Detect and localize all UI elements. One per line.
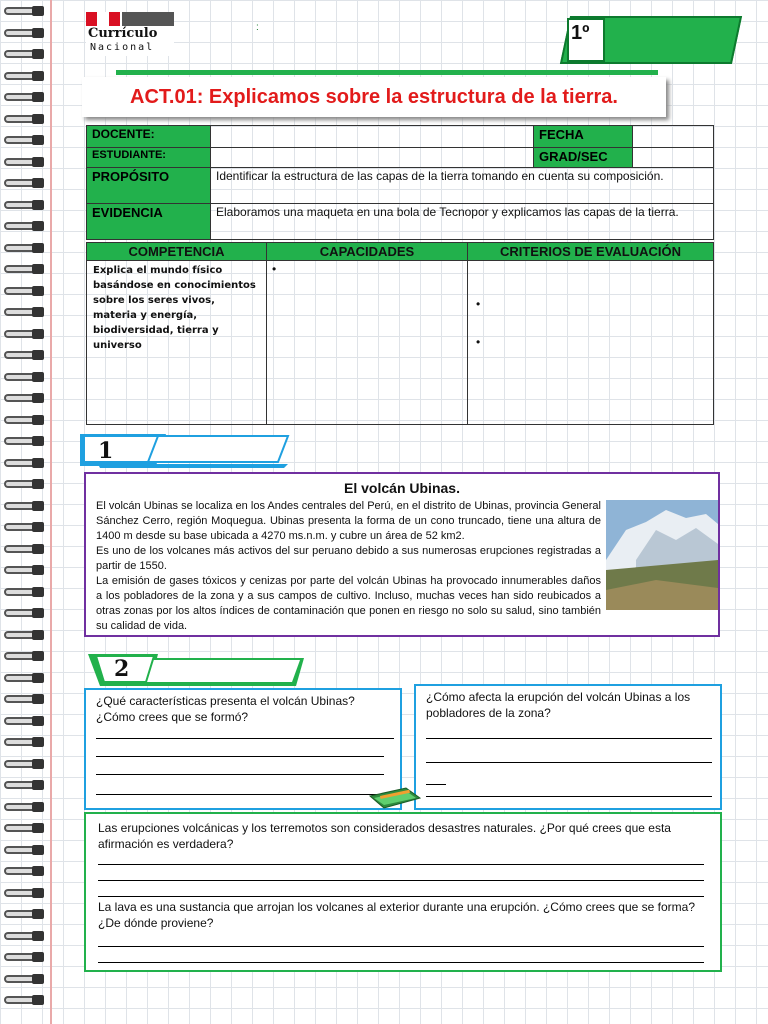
spiral-ring xyxy=(4,821,46,837)
peru-flag-icon xyxy=(86,12,120,26)
capacidades-bullet: • xyxy=(272,262,277,276)
reading-paragraph-1: El volcán Ubinas se localiza en los Andes centrales del Perú, en el distrito de Ubinas, provincia General Sánchez Cerro, región Moquegua. Ubinas presenta la forma de un cono truncado, tiene una altura de 1400 m desde su base ubicada a 4270 ms.n.m. y cubre un área de 52 km2. xyxy=(96,500,601,542)
margin-line xyxy=(50,0,52,1024)
spiral-ring xyxy=(4,993,46,1009)
spiral-ring xyxy=(4,327,46,343)
answer-line[interactable] xyxy=(98,962,704,963)
capacidades-cell[interactable] xyxy=(267,261,468,425)
spiral-ring xyxy=(4,477,46,493)
spiral-ring xyxy=(4,90,46,106)
spiral-ring xyxy=(4,456,46,472)
question-3-text: Las erupciones volcánicas y los terremotos son considerados desastres naturales. ¿Por qué crees que esta afirmación es verdadera? xyxy=(98,821,671,851)
spiral-ring xyxy=(4,391,46,407)
grade-label: 1º xyxy=(571,22,590,44)
spiral-ring xyxy=(4,714,46,730)
logo-title: Currículo xyxy=(88,26,158,41)
criterios-bullet-2: • xyxy=(476,335,481,349)
estudiante-field[interactable] xyxy=(211,148,534,168)
spiral-ring xyxy=(4,47,46,63)
answer-line[interactable] xyxy=(96,774,384,775)
answer-line[interactable] xyxy=(98,864,704,865)
spiral-ring xyxy=(4,26,46,42)
spiral-ring xyxy=(4,692,46,708)
notebook-pencil-icon xyxy=(366,786,424,812)
competencia-text: Explica el mundo físico basándose en conocimientos sobre los seres vivos, materia y energía, biodiversidad, tierra y universo xyxy=(93,265,256,351)
gradsec-field[interactable] xyxy=(633,148,714,168)
spiral-ring xyxy=(4,413,46,429)
spiral-ring xyxy=(4,628,46,644)
spiral-ring xyxy=(4,800,46,816)
spiral-ring xyxy=(4,757,46,773)
spiral-ring xyxy=(4,176,46,192)
spiral-binding xyxy=(0,0,50,1024)
spiral-ring xyxy=(4,585,46,601)
spiral-ring xyxy=(4,284,46,300)
spiral-ring xyxy=(4,219,46,235)
spiral-ring xyxy=(4,606,46,622)
question-1-text: ¿Qué características presenta el volcán Ubinas? ¿Cómo crees que se formó? xyxy=(96,694,355,724)
spiral-ring xyxy=(4,112,46,128)
answer-line[interactable] xyxy=(98,880,704,881)
title-rule xyxy=(116,70,658,75)
answer-line[interactable] xyxy=(426,784,446,785)
spiral-ring xyxy=(4,434,46,450)
criterios-cell[interactable] xyxy=(468,261,714,425)
activity-title: ACT.01: Explicamos sobre la estructura de la tierra. xyxy=(82,77,666,117)
question-4-text: La lava es una sustancia que arrojan los volcanes al exterior durante una erupción. ¿Cómo crees que se forma? ¿De dónde proviene? xyxy=(98,900,696,930)
answer-line[interactable] xyxy=(98,946,704,947)
spiral-ring xyxy=(4,542,46,558)
question-2-box xyxy=(414,684,722,810)
spiral-ring xyxy=(4,520,46,536)
fecha-label: FECHA xyxy=(534,126,633,148)
answer-line[interactable] xyxy=(98,896,704,897)
competencias-table xyxy=(86,242,714,425)
estudiante-label: ESTUDIANTE: xyxy=(87,148,211,168)
section-1-number: 1 xyxy=(98,438,114,464)
spiral-ring xyxy=(4,69,46,85)
spiral-ring xyxy=(4,907,46,923)
reading-title: El volcán Ubinas. xyxy=(344,480,460,496)
logo-subtitle: Nacional xyxy=(90,42,155,53)
competencia-header: COMPETENCIA xyxy=(87,243,267,261)
reading-box xyxy=(84,472,720,637)
criterios-bullet-1: • xyxy=(476,297,481,311)
question-2-text: ¿Cómo afecta la erupción del volcán Ubinas a los pobladores de la zona? xyxy=(426,690,691,720)
spiral-ring xyxy=(4,864,46,880)
spiral-ring xyxy=(4,950,46,966)
spiral-ring xyxy=(4,499,46,515)
spiral-ring xyxy=(4,4,46,20)
evidencia-text: Elaboramos una maqueta en una bola de Tecnopor y explicamos las capas de la tierra. xyxy=(211,204,714,240)
proposito-label: PROPÓSITO xyxy=(87,168,211,204)
spiral-ring xyxy=(4,262,46,278)
fecha-field[interactable] xyxy=(633,126,714,148)
dot-mark: : xyxy=(256,22,259,33)
answer-line[interactable] xyxy=(426,762,712,763)
answer-line[interactable] xyxy=(96,794,384,795)
capacidades-header: CAPACIDADES xyxy=(267,243,468,261)
spiral-ring xyxy=(4,155,46,171)
docente-field[interactable] xyxy=(211,126,534,148)
criterios-header: CRITERIOS DE EVALUACIÓN xyxy=(468,243,714,261)
answer-line[interactable] xyxy=(426,796,712,797)
reading-body xyxy=(96,499,601,634)
spiral-ring xyxy=(4,133,46,149)
curriculo-nacional-logo xyxy=(86,12,174,56)
evidencia-label: EVIDENCIA xyxy=(87,204,211,240)
spiral-ring xyxy=(4,972,46,988)
reading-paragraph-2: Es uno de los volcanes más activos del sur peruano debido a sus numerosas erupciones registradas a partir de 1550. xyxy=(96,545,601,572)
info-table xyxy=(86,125,714,240)
spiral-ring xyxy=(4,348,46,364)
questions-3-4-box xyxy=(84,812,722,972)
section-2-number: 2 xyxy=(114,656,130,682)
spiral-ring xyxy=(4,241,46,257)
spiral-ring xyxy=(4,671,46,687)
spiral-ring xyxy=(4,735,46,751)
spiral-ring xyxy=(4,886,46,902)
spiral-ring xyxy=(4,778,46,794)
gradsec-label: GRAD/SEC xyxy=(534,148,633,168)
spiral-ring xyxy=(4,563,46,579)
spiral-ring xyxy=(4,649,46,665)
answer-line[interactable] xyxy=(96,738,394,739)
docente-label: DOCENTE: xyxy=(87,126,211,148)
answer-line[interactable] xyxy=(426,738,712,739)
spiral-ring xyxy=(4,843,46,859)
spiral-ring xyxy=(4,370,46,386)
spiral-ring xyxy=(4,305,46,321)
volcano-photo xyxy=(606,500,718,610)
spiral-ring xyxy=(4,929,46,945)
reading-paragraph-3: La emisión de gases tóxicos y cenizas por parte del volcán Ubinas ha provocado innumerables daños a los pobladores de la zona y a sus campos de cultivo. Incluso, muchas veces han sido reubicados a otras zonas por los altos índices de contaminación que ponen en riesgo no solo su salud, sino también su calidad de vida. xyxy=(96,575,601,632)
spiral-ring xyxy=(4,198,46,214)
answer-line[interactable] xyxy=(96,756,384,757)
proposito-text: Identificar la estructura de las capas de la tierra tomando en cuenta su composición. xyxy=(211,168,714,204)
question-1-box xyxy=(84,688,402,810)
